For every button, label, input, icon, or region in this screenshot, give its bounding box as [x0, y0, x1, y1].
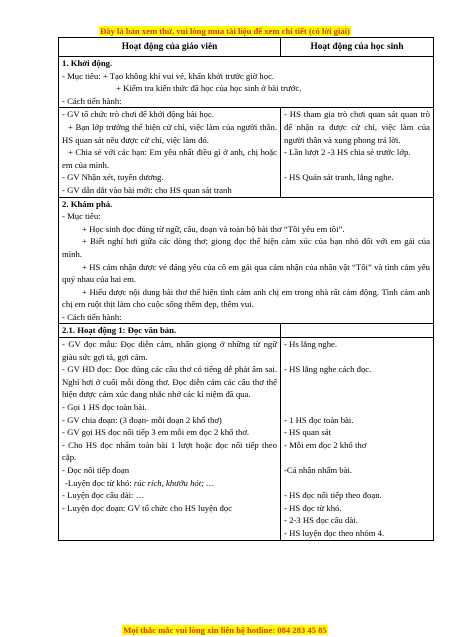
spacer [284, 401, 430, 414]
spacer [284, 351, 430, 364]
activity-1-student-step: -Cá nhân nhẩm bài. [284, 465, 353, 475]
warmup-method: - Cách tiến hành: [62, 95, 122, 106]
warmup-goal-2: + Kiểm tra kiến thức đã học của học sinh ở bài trước. [116, 83, 302, 94]
warmup-student-cell [281, 108, 434, 197]
section-title-warmup: 1. Khởi động. [62, 58, 113, 68]
explore-goal-label: - Mục tiêu: [62, 211, 101, 222]
spacer [284, 477, 430, 490]
activity-1-student-step: - HS lắng nghe cách đọc. [284, 364, 372, 375]
activity-1-teacher-step: - GV chia đoạn: (3 đoạn- mỗi đoạn 2 khổ thơ) [62, 414, 222, 425]
hotline-banner: Mọi thắc mắc vui lòng xin liên hệ hotline: 084 283 45 85 [123, 625, 327, 635]
warmup-teacher-step: + Bạn lớp trưởng thể hiện cử chỉ, việc làm của người thân. HS quan sát nêu được cử chỉ, việc làm đó. [62, 121, 277, 145]
activity-1-title-row [59, 324, 434, 338]
activity-1-student-step: - Mỗi em đọc 2 khổ thơ [284, 439, 367, 450]
warmup-student-step: - HS Quán sát tranh, lắng nghe. [284, 172, 394, 183]
spacer [284, 159, 430, 172]
warmup-student-step: - HS tham gia trò chơi quan sát quan trò để nhận ra được cử chỉ, việc làm của người thân và xung phong trả lời. [284, 109, 430, 145]
warmup-goal-1: - Mục tiêu: + Tạo không khí vui vẻ, khấn khởi trước giờ học. [62, 70, 275, 81]
activity-1-student-step: - HS đọc từ khó. [284, 502, 342, 513]
spacer [284, 451, 430, 464]
warmup-teacher-step: - GV Nhận xét, tuyên dương. [62, 172, 164, 183]
table-header-row [59, 38, 434, 57]
activity-1-teacher-step: - Cho HS đọc nhẩm toàn bài 1 lượt hoặc đọc nối tiếp theo cặp. [62, 439, 277, 463]
activity-1-teacher-step: - Luyện đọc đoạn: GV tổ chức cho HS luyện đọc [62, 502, 233, 513]
lesson-plan-table [58, 37, 434, 541]
activity-1-teacher-step: - GV gọi HS đọc nối tiếp 3 em mỗi em đọc 2 khổ thơ. [62, 427, 250, 438]
activity-1-row [59, 338, 434, 541]
warmup-teacher-step: - GV dẫn dắt vào bài mới: cho HS quan sát tranh [62, 184, 232, 195]
activity-1-student-step: - Hs lắng nghe. [284, 339, 338, 350]
explore-method: - Cách tiến hành: [62, 311, 122, 322]
activity-1-teacher-step: - GV HD đọc: Đọc đúng các câu thơ có tiếng dễ phát âm sai. Nghỉ hơi ở cuối mỗi dòng thơ. Đọc diễn cảm các câu thơ thể hiện được cảm xúc đang nhắc nhớ các kỉ niệm đã qua. [62, 364, 277, 400]
warmup-teacher-step: + Chia sẻ với các bạn: Em yêu nhất điều gì ở anh, chị hoặc em của mình. [62, 147, 277, 170]
warmup-teacher-cell [59, 108, 281, 197]
section-explore-intro-row [59, 197, 434, 324]
activity-1-teacher-step: - Đọc nối tiếp đoạn [62, 465, 130, 475]
header-student-activity: Hoạt động của học sinh [281, 38, 434, 57]
section-title-explore: 2. Khám phá. [62, 198, 113, 209]
section-warmup-intro-row [59, 57, 434, 108]
header-teacher-activity: Hoạt động của giáo viên [59, 38, 281, 57]
explore-goal-item: + Biết nghỉ hơi giữa các dòng thơ; giọng đọc thể hiện cảm xúc của bạn nhỏ đối với em gái của mình. [62, 236, 430, 259]
activity-1-teacher-step: - GV đọc mẫu: Đọc diễn cảm, nhấn giọng ở những từ ngữ giàu sức gợi tả, gợi cảm. [62, 339, 277, 362]
activity-1-title: 2.1. Hoạt động 1: Đọc văn bản. [59, 324, 281, 338]
section-warmup-activity-row [59, 108, 434, 197]
warmup-teacher-step: - GV tổ chức trò chơi để khởi động bài học. [62, 109, 214, 120]
activity-1-teacher-step: -Luyện đọc từ khó: rúc rích, khướu hót; … [65, 477, 214, 488]
activity-1-teacher-step: - Gọi 1 HS đọc toàn bài. [62, 402, 147, 413]
explore-goal-item: + HS cảm nhận được vẻ đáng yêu của cô em gái qua cảm nhận của nhân vật “Tôi” và tình cảm yêu quý nhau của hai em. [62, 261, 430, 285]
activity-1-student-step: - HS luyện đọc theo nhóm 4. [284, 527, 385, 538]
explore-goal-item: + Hiểu được nội dung bài thơ thể hiện tình cảm anh chị em trong nhà rất cảm động. Tình cảm anh chị em ruột thịt làm cho cuộc sống thêm đẹp, thêm vui. [62, 286, 430, 310]
difficult-words: rúc rích, khướu hót; … [133, 477, 214, 488]
spacer [284, 376, 430, 389]
activity-1-teacher-cell [59, 338, 281, 541]
activity-1-student-step: - HS đọc nối tiếp theo đoạn. [284, 490, 382, 501]
activity-1-teacher-step: - Luyện đọc câu dài: … [62, 490, 145, 501]
warmup-student-step: - Lần lượt 2 -3 HS chia sẻ trước lớp. [284, 147, 411, 158]
activity-1-student-cell [281, 338, 434, 541]
preview-notice-banner: Đây là bản xem thử, vui lòng mua tài liệu để xem chi tiết (có lời giải) [100, 26, 350, 36]
activity-1-student-step: - 2-3 HS đọc câu dài. [284, 515, 358, 526]
explore-goal-item: + Học sinh đọc đúng từ ngữ, câu, đoạn và toàn bộ bài thơ “Tôi yêu em tôi”. [82, 223, 345, 234]
activity-1-student-step: - HS quan sát [284, 427, 332, 438]
spacer [284, 388, 430, 401]
activity-1-student-step: - 1 HS đọc toàn bài. [284, 414, 354, 425]
